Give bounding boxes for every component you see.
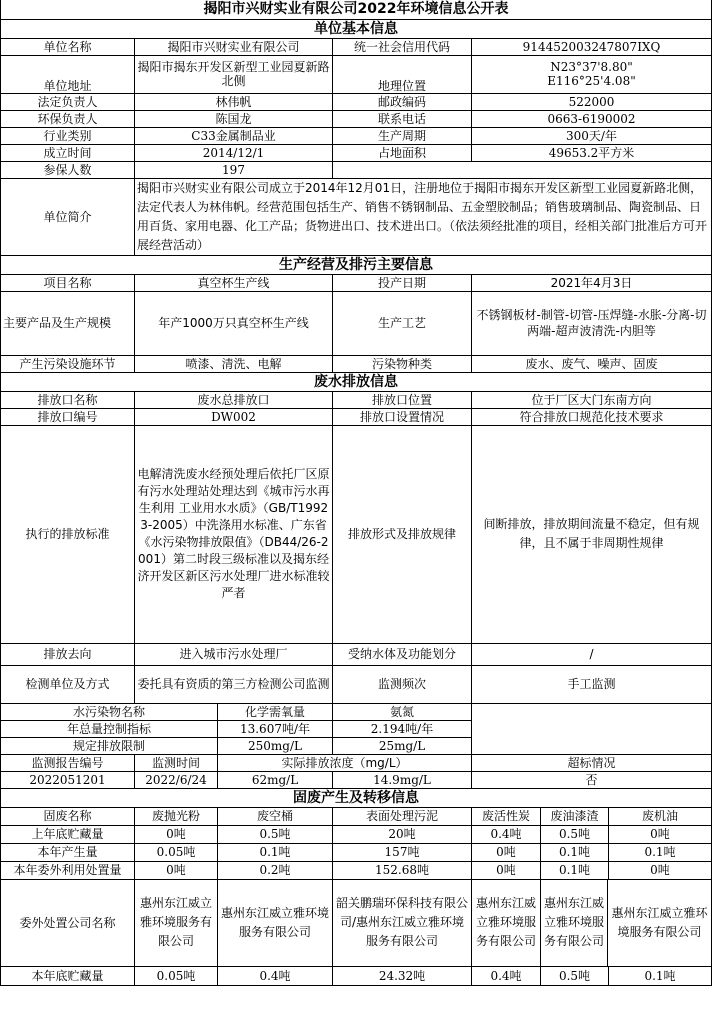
label: 固废名称: [1, 807, 135, 825]
value: 废水总排放口: [135, 391, 333, 408]
value: 废水、废气、噪声、固废: [472, 355, 712, 372]
value: 陈国龙: [135, 110, 333, 127]
cell: 0.05吨: [135, 843, 218, 861]
label: 生产工艺: [333, 291, 472, 355]
label: 成立时间: [1, 144, 135, 161]
value: 522000: [472, 93, 712, 110]
value: 不锈钢板材-制管-切管-压焊缝-水胀-分离-切两端-超声波清洗-内胆等: [472, 291, 712, 355]
value: /: [472, 643, 712, 665]
label: 排放口位置: [333, 391, 472, 408]
label: 检测单位及方式: [1, 665, 135, 703]
label: 生产周期: [333, 127, 472, 144]
label: 实际排放浓度（mg/L）: [218, 754, 472, 771]
cell: 152.68吨: [333, 861, 472, 879]
waste-name: 表面处理污泥: [333, 807, 472, 825]
cell: 20吨: [333, 825, 472, 843]
waste-name: 废活性炭: [472, 807, 541, 825]
label: 统一社会信用代码: [333, 38, 472, 55]
cell: 0.4吨: [218, 966, 333, 985]
label: 单位简介: [1, 178, 135, 255]
section-wastewater-heading: 废水排放信息: [1, 372, 712, 391]
cell: 0.1吨: [644, 845, 676, 859]
label: 上年底贮藏量: [1, 825, 135, 843]
label: 本年底贮藏量: [1, 966, 135, 985]
cell: 0吨: [135, 861, 218, 879]
cod-limit: 250mg/L: [218, 737, 333, 754]
cell: 0.5吨: [218, 825, 333, 843]
value: 914452003247807IXQ: [472, 38, 712, 55]
section-basic-heading: 单位基本信息: [1, 19, 712, 38]
value: 委托具有资质的第三方检测公司监测: [135, 665, 333, 703]
cell: 0吨: [135, 825, 218, 843]
cell: 惠州东江威立雅环境服务有限公司: [541, 880, 608, 966]
waste-name: 废机油: [641, 809, 678, 823]
value: 年产1000万只真空杯生产线: [135, 291, 333, 355]
report-number: 2022051201: [1, 771, 135, 788]
geo-longitude: E116°25'4.08": [547, 74, 636, 88]
cell: 0吨: [472, 843, 541, 861]
nh-limit: 25mg/L: [333, 737, 472, 754]
label: 规定排放限制: [1, 737, 218, 754]
nh-concentration: 14.9mg/L: [333, 771, 472, 788]
waste-name: 废空桶: [218, 807, 333, 825]
cell: 韶关鹏瑞环保科技有限公司/惠州东江威立雅环境服务有限公司: [333, 879, 472, 966]
label: 地理位置: [333, 55, 472, 93]
label: 投产日期: [333, 274, 472, 291]
label: 参保人数: [1, 161, 135, 178]
label: 监测时间: [135, 754, 218, 771]
geo-latitude: N23°37'8.80": [550, 60, 633, 74]
label: 占地面积: [333, 144, 472, 161]
waste-name: 废油漆渣: [541, 808, 609, 825]
cell: 0吨: [650, 827, 670, 841]
label: 排放形式及排放规律: [333, 425, 472, 643]
cod-name: 化学需氧量: [218, 703, 333, 720]
waste-name: 废抛光粉: [135, 807, 218, 825]
cell: 0.1吨: [644, 968, 676, 983]
value: C33金属制品业: [135, 127, 333, 144]
cell: 0.5吨: [541, 826, 609, 843]
section-solid-heading: 固废产生及转移信息: [1, 788, 712, 807]
label: 邮政编码: [333, 93, 472, 110]
label: 本年产生量: [1, 843, 135, 861]
label: 排放去向: [1, 643, 135, 665]
nh-name: 氨氮: [333, 703, 472, 720]
cell: 0.4吨: [472, 966, 541, 985]
value: 进入城市污水处理厂: [135, 643, 333, 665]
label: 年总量控制指标: [1, 720, 218, 737]
value: 林伟帆: [135, 93, 333, 110]
value: 2021年4月3日: [472, 274, 712, 291]
value: 揭阳市揭东开发区新型工业园夏新路北侧: [135, 55, 333, 93]
cell: 0.5吨: [541, 967, 609, 985]
cell: 0吨: [472, 861, 541, 879]
cell: 0.1吨: [218, 843, 333, 861]
value: [472, 55, 712, 93]
label: 产生污染设施环节: [1, 355, 135, 372]
label: 联系电话: [333, 110, 472, 127]
cell: 惠州东江威立雅环境服务有限公司: [218, 879, 333, 966]
exceed-status: 否: [472, 771, 712, 788]
cell: 24.32吨: [333, 966, 472, 985]
label: 超标情况: [472, 754, 712, 771]
label: 执行的排放标准: [1, 425, 135, 643]
label: 委外处置公司名称: [1, 879, 135, 966]
label: 监测报告编号: [1, 754, 135, 771]
label: 单位地址: [1, 55, 135, 93]
label: 排放口名称: [1, 391, 135, 408]
label: 单位名称: [1, 38, 135, 55]
cell: 0.1吨: [541, 862, 609, 879]
cell: 0.1吨: [541, 844, 609, 861]
value: 0663-6190002: [472, 110, 712, 127]
nh-total: 2.194吨/年: [333, 720, 472, 737]
label: 排放口设置情况: [333, 408, 472, 425]
label: 主要产品及生产规模: [1, 291, 135, 355]
cod-total: 13.607吨/年: [218, 720, 333, 737]
cell: 惠州东江威立雅环境服务有限公司: [611, 905, 708, 939]
label: 行业类别: [1, 127, 135, 144]
value: 电解清洗废水经预处理后依托厂区原有污水处理站处理达到《城市污水再生利用 工业用水水质》（GB/T19923-2005）中洗涤用水标准、广东省《水污染物排放限值》（DB44/26-2001）第二时段三级标准以及揭东经济开发区新区污水处理厂进水标准较严者: [135, 425, 333, 643]
cell: 惠州东江威立雅环境服务有限公司: [135, 879, 218, 966]
cell: 0.2吨: [218, 861, 333, 879]
value: 揭阳市兴财实业有限公司: [135, 38, 333, 55]
label: 水污染物名称: [1, 703, 218, 720]
section-production-heading: 生产经营及排污主要信息: [1, 255, 712, 274]
value: 位于厂区大门东南方向: [472, 391, 712, 408]
company-intro: 揭阳市兴财实业有限公司成立于2014年12月01日，注册地位于揭阳市揭东开发区新型工业园夏新路北侧，法定代表人为林伟帆。经营范围包括生产、销售不锈钢制品、五金塑胶制品；销售玻璃制品、陶瓷制品、日用百货、家用电器、化工产品；货物进出口、技术进出口。（依法须经批准的项目，经相关部门批准后方可开展经营活动）: [135, 178, 712, 255]
value: 49653.2平方米: [472, 144, 712, 161]
monitor-date: 2022/6/24: [135, 771, 218, 788]
label: 项目名称: [1, 274, 135, 291]
label: 污染物种类: [333, 355, 472, 372]
value: 喷漆、清洗、电解: [135, 355, 333, 372]
value: 2014/12/1: [135, 144, 333, 161]
cell: 0.4吨: [472, 825, 541, 843]
label: 环保负责人: [1, 110, 135, 127]
value: 300天/年: [472, 127, 712, 144]
value: 真空杯生产线: [135, 274, 333, 291]
value: 手工监测: [472, 665, 712, 703]
cell: 157吨: [333, 843, 472, 861]
page-title: 揭阳市兴财实业有限公司2022年环境信息公开表: [1, 0, 712, 19]
value: 符合排放口规范化技术要求: [472, 408, 712, 425]
cod-concentration: 62mg/L: [218, 771, 333, 788]
value: DW002: [135, 408, 333, 425]
value: 197: [135, 161, 333, 178]
label: 排放口编号: [1, 408, 135, 425]
label: 本年委外利用处置量: [1, 861, 135, 879]
cell: 0吨: [650, 863, 670, 877]
cell: 0.05吨: [135, 966, 218, 985]
value: 间断排放，排放期间流量不稳定，但有规律，且不属于非周期性规律: [472, 425, 712, 643]
label: 受纳水体及功能划分: [333, 643, 472, 665]
label: 法定负责人: [1, 93, 135, 110]
label: 监测频次: [333, 665, 472, 703]
cell: 惠州东江威立雅环境服务有限公司: [472, 879, 541, 966]
